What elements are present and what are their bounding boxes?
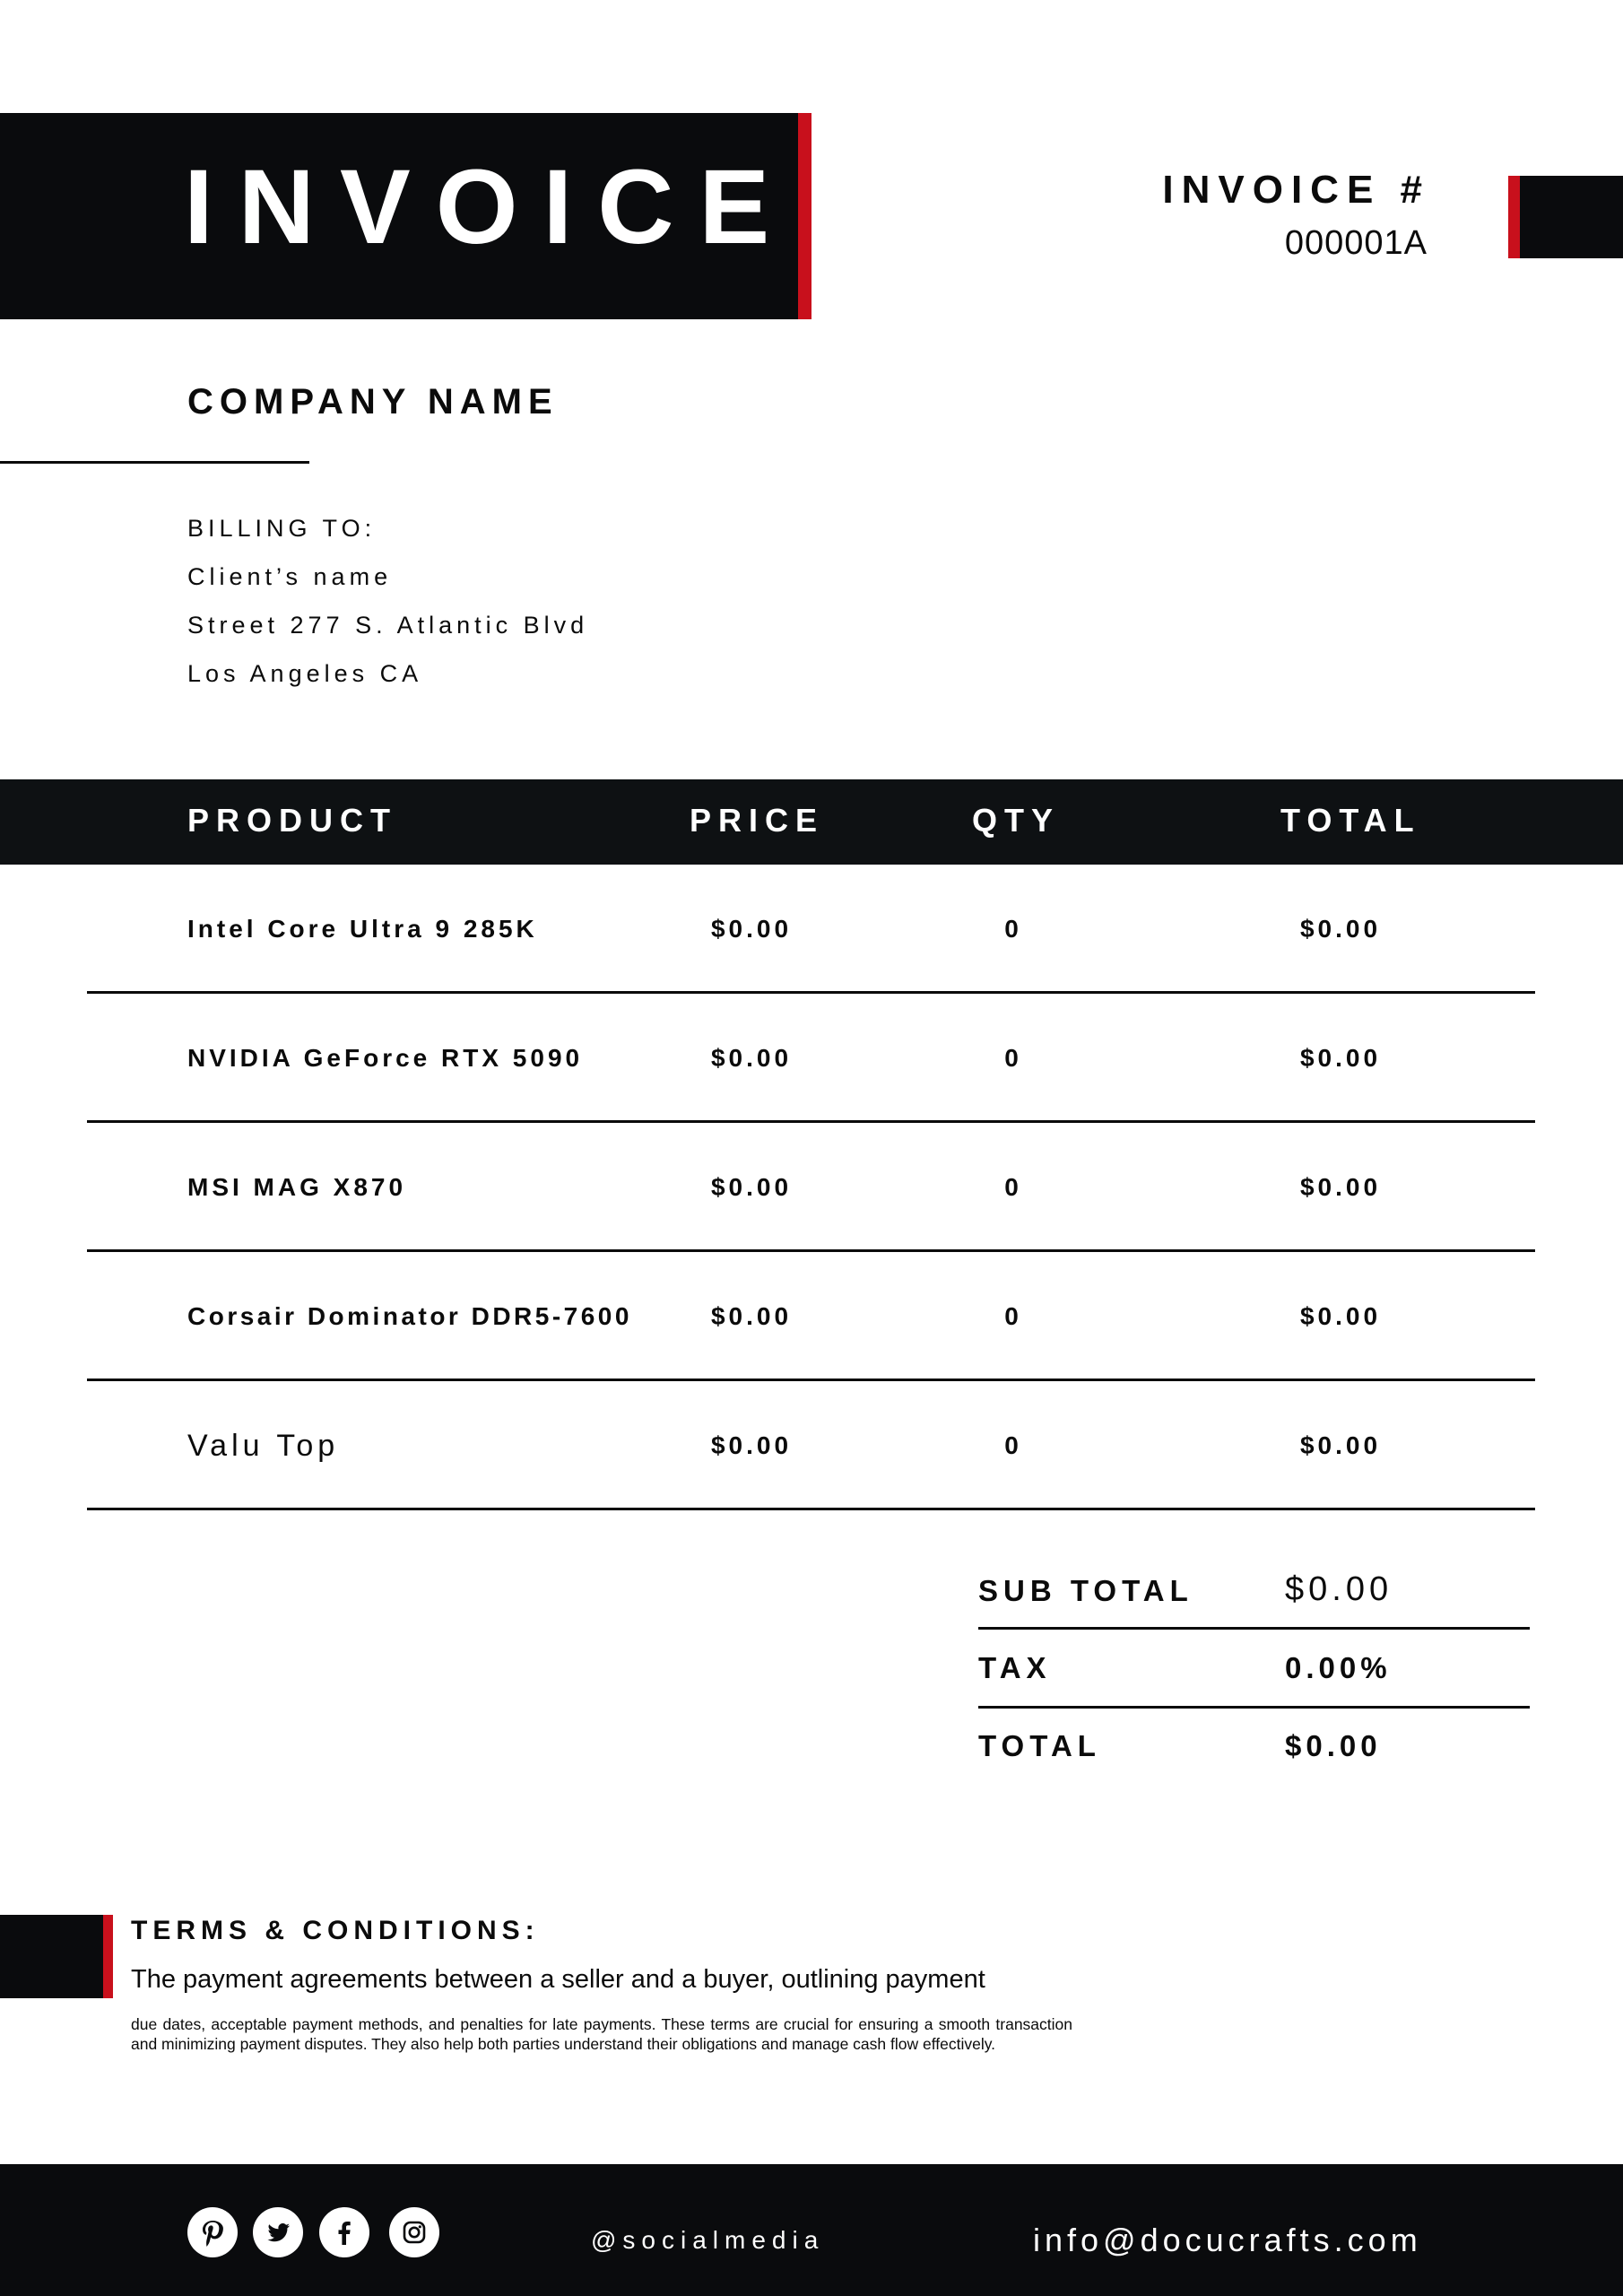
total-label: TOTAL [978, 1729, 1101, 1762]
terms-body: due dates, acceptable payment methods, and penalties for late payments. These terms are crucial for ensuring a smooth transaction and minimizing payment disputes. They also help both parties understand their obligations and manage cash flow effectively. [131, 2015, 1072, 2053]
total-cell: $0.00 [1299, 915, 1382, 943]
total-cell: $0.00 [1299, 1302, 1382, 1330]
qty-cell: 0 [1004, 1173, 1022, 1201]
price-cell: $0.00 [710, 1044, 793, 1072]
subtotal-value: $0.00 [1285, 1570, 1393, 1608]
company-divider [0, 461, 309, 464]
column-header-product: PRODUCT [187, 802, 397, 839]
table-row [0, 1381, 1623, 1510]
contact-email[interactable]: info@docucrafts.com [1033, 2222, 1422, 2258]
terms-lead: The payment agreements between a seller and a buyer, outlining payment [131, 1965, 985, 1994]
invoice-title: INVOICE [184, 148, 795, 266]
price-cell: $0.00 [710, 1431, 793, 1459]
subtotal-label: SUB TOTAL [978, 1574, 1193, 1607]
billing-street: Street 277 S. Atlantic Blvd [187, 612, 589, 639]
billing-label: BILLING TO: [187, 515, 377, 542]
terms-title: TERMS & CONDITIONS: [131, 1916, 540, 1945]
qty-cell: 0 [1004, 1302, 1022, 1330]
facebook-icon[interactable] [319, 2207, 369, 2257]
company-name: COMPANY NAME [187, 382, 559, 422]
price-cell: $0.00 [710, 1173, 793, 1201]
product-cell: NVIDIA GeForce RTX 5090 [187, 1044, 584, 1072]
qty-cell: 0 [1004, 1044, 1022, 1072]
row-divider [87, 1508, 1535, 1510]
tax-divider [978, 1706, 1530, 1709]
twitter-icon[interactable] [253, 2207, 303, 2257]
product-cell: Corsair Dominator DDR5-7600 [187, 1302, 632, 1330]
price-cell: $0.00 [710, 1302, 793, 1330]
header-tab-accent [1508, 176, 1520, 258]
column-header-qty: QTY [972, 802, 1061, 839]
terms-accent-bar [103, 1915, 113, 1998]
social-handle[interactable]: @socialmedia [591, 2226, 825, 2254]
column-header-total: TOTAL [1280, 802, 1421, 839]
product-cell: MSI MAG X870 [187, 1173, 407, 1201]
table-row [0, 865, 1623, 994]
billing-client: Client’s name [187, 563, 393, 590]
total-cell: $0.00 [1299, 1173, 1382, 1201]
table-row [0, 994, 1623, 1123]
qty-cell: 0 [1004, 1431, 1022, 1459]
table-row [0, 1123, 1623, 1252]
total-cell: $0.00 [1299, 1044, 1382, 1072]
instagram-icon[interactable] [389, 2207, 439, 2257]
total-value: $0.00 [1285, 1729, 1382, 1762]
product-cell: Intel Core Ultra 9 285K [187, 915, 538, 943]
qty-cell: 0 [1004, 915, 1022, 943]
billing-city: Los Angeles CA [187, 660, 423, 687]
title-accent-bar [798, 113, 812, 319]
total-cell: $0.00 [1299, 1431, 1382, 1459]
pinterest-icon[interactable] [187, 2207, 238, 2257]
invoice-number-label: INVOICE # [1162, 168, 1430, 212]
invoice-number: 000001A [1284, 224, 1428, 262]
price-cell: $0.00 [710, 915, 793, 943]
header-tab [1520, 176, 1623, 258]
terms-marker [0, 1915, 103, 1998]
tax-value: 0.00% [1285, 1651, 1392, 1684]
product-cell: Valu Top [187, 1428, 340, 1463]
table-row [0, 1252, 1623, 1381]
subtotal-divider [978, 1627, 1530, 1630]
column-header-price: PRICE [690, 802, 825, 839]
tax-label: TAX [978, 1651, 1052, 1684]
